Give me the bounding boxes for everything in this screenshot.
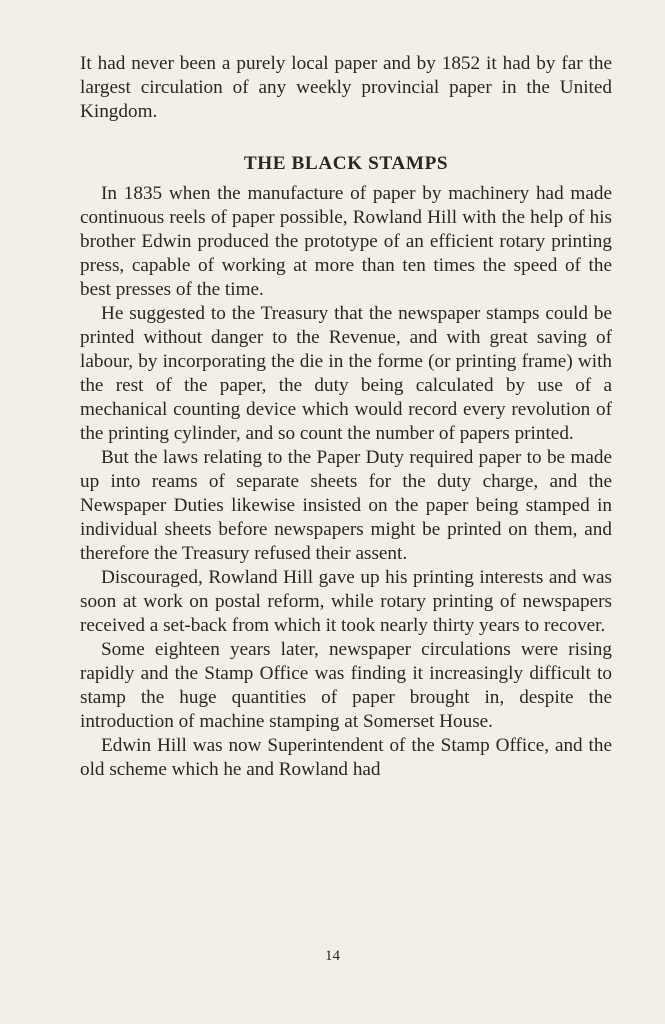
page-text-block <box>80 52 612 782</box>
paragraph-1: In 1835 when the manufacture of paper by machinery had made continuous reels of paper possible, Rowland Hill with the help of his brother Edwin produced the prototype of an efficient rotary printing press, capable of working at more than ten times the speed of the best presses of the time. <box>80 183 612 300</box>
section-heading: THE BLACK STAMPS <box>243 153 449 174</box>
paragraph-2: He suggested to the Treasury that the newspaper stamps could be printed without danger to the Revenue, and with great saving of labour, by incorporating the die in the forme (or printing frame) with the rest of the paper, the duty being calculated by use of a mechanical counting device which would record every revolution of the printing cylinder, and so count the number of papers printed. <box>80 303 612 444</box>
paragraph-6: Edwin Hill was now Superintendent of the Stamp Office, and the old scheme which he and Rowland had <box>80 735 612 780</box>
page-number: 14 <box>325 948 340 964</box>
paragraph-4: Discouraged, Rowland Hill gave up his printing interests and was soon at work on postal reform, while rotary printing of newspapers received a set-back from which it took nearly thirty years to recover. <box>80 567 612 636</box>
paragraph-3: But the laws relating to the Paper Duty required paper to be made up into reams of separate sheets for the duty charge, and the Newspaper Duties likewise insisted on the paper being stamped in individual sheets before newspapers might be printed on them, and therefore the Treasury refused their assent. <box>80 447 612 564</box>
paragraph-5: Some eighteen years later, newspaper circulations were rising rapidly and the Stamp Office was finding it increasingly difficult to stamp the huge quantities of paper brought in, despite the introduction of machine stamping at Somerset House. <box>80 639 612 732</box>
intro-paragraph: It had never been a purely local paper and by 1852 it had by far the largest circulation of any weekly provincial paper in the United Kingdom. <box>80 53 612 122</box>
